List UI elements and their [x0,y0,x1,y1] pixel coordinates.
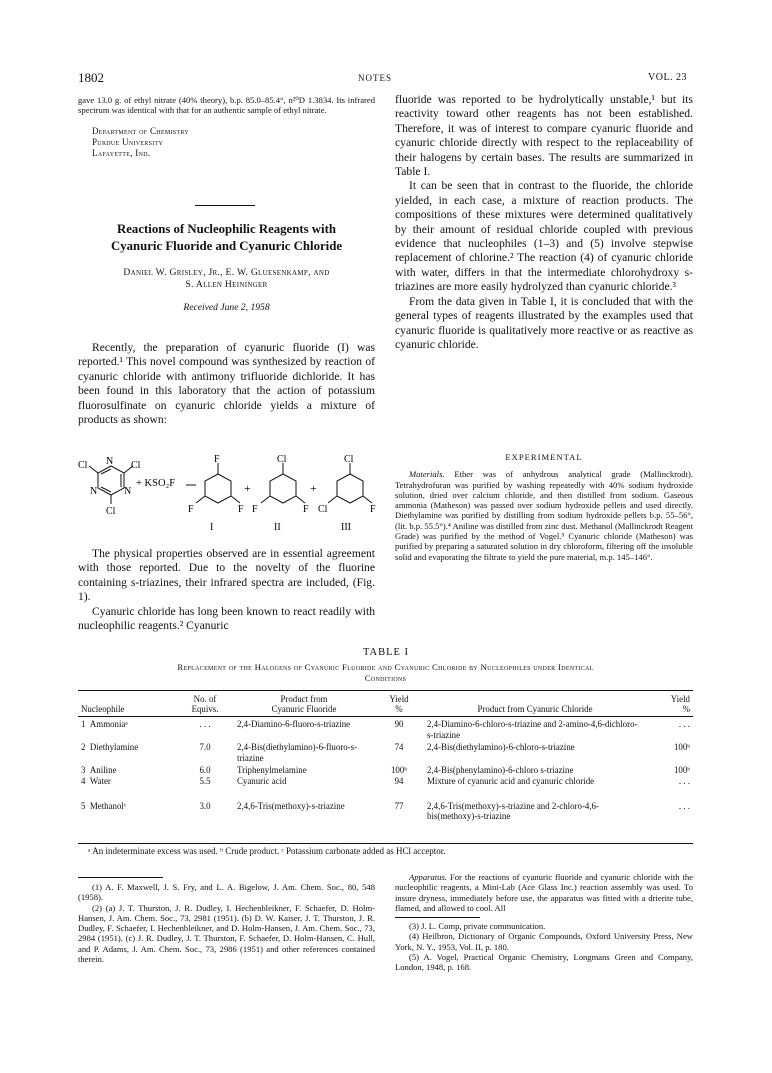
paragraph: The physical properties observed are in essential agreement with those reported. Due to the novelty of the fluorine containing s-triazines, their infrared spectra are included, (Fig. 1). [78,547,375,604]
reference-item: (5) A. Vogel, Practical Organic Chemistry, Longmans Green and Company, London, 1948, p. 168. [395,952,693,973]
table-cell: . . . [678,800,690,811]
column-header: Nucleophile [81,704,125,715]
footnote-rule [395,917,480,918]
table-cell: 2,4-Bis(phenylamino)-6-chloro s-triazine [427,765,574,776]
atom-label: F [188,504,194,515]
paragraph: Cyanuric chloride has long been known to react readily with nucleophilic reagents.² Cyanuric [78,604,375,633]
article-header [78,221,375,313]
paragraph: It can be seen that in contrast to the fluoride, the chloride yielded, in each case, a mixture of reaction products. The compositions of these mixtures were determined qualitatively by their amount of residual chloride coupled with previous evidence that nucleophiles (1–3) and (5) involve stepwise replacement of chlorine.² The reaction (4) of cyanuric chloride with water, differs in that the intermediate chlorohydroxy s-triazines are more easily hydrolyzed than cyanuric chloride.³ [395,179,693,294]
affiliation-line: Department of Chemistry [92,125,189,136]
apparatus-paragraph [395,872,693,913]
table-caption: TABLE I [362,647,410,658]
compound-label: I [210,522,214,533]
atom-label: N [124,486,132,497]
table-cell: Cyanuric acid [237,775,287,786]
section-name: NOTES [358,73,392,83]
table-bottom-rule [78,843,693,844]
table-cell: 74 [394,742,404,753]
materials-label: Materials. [409,469,445,480]
reference-item: (1) A. F. Maxwell, J. S. Fry, and L. A. Bigelow, J. Am. Chem. Soc., 80, 548 (1958). [78,882,375,903]
table-row [78,776,693,801]
table-cell: 5 Methanolᶜ [81,800,127,811]
table-top-rule [78,690,693,691]
atom-label: N [106,456,114,467]
column-header: Product from Cyanuric Chloride [477,704,593,715]
paragraph: From the data given in Table I, it is concluded that with the general types of reagents illustrated by the examples used that cyanuric fluoride is qualitatively more reactive or as reactive as cyanuric chloride. [395,294,693,351]
apparatus-section [395,872,693,973]
table-cell: 2,4-Bis(diethylamino)-6-chloro-s-triazine [427,742,575,753]
atom-label: Cl [106,506,116,517]
table-cell: 2,4,6-Tris(methoxy)-s-triazine and 2-chloro-4,6-bis(methoxy)-s-triazine [427,800,599,821]
reference-item: (2) (a) J. T. Thurston, J. R. Dudley, I. Hechenbleikner, F. Schaefer, D. Holm-Hansen, J. Am. Chem. Soc., 73, 2981 (1951). (b) D. W. Kaiser, J. T. Thurston, J. R. Dudley, F. Schaefer, I. Hechenbleikner, and D. Holm-Hansen, J. Am. Chem. Soc., 73, 2984 (1951). (c) J. R. Dudley, J. T. Thurston, F. Schaefer, D. Holm-Hansen, C. Hull, and P. Adams, J. Am. Chem. Soc., 73, 2986 (1951) and other references contained therein. [78,902,375,965]
article-title-line: Reactions of Nucleophilic Reagents with [117,222,336,236]
atom-label: F [303,504,309,515]
table-cell: 3 Aniline [81,765,117,776]
table-cell: . . . [678,719,690,730]
intro-paragraph [78,341,375,427]
paragraph: Recently, the preparation of cyanuric fluoride (I) was reported.¹ This novel compound was synthesized by reaction of cyanuric chloride with antimony trifluoride dichloride. It has been found in this laboratory that the action of potassium fluorosulfinate on cyanuric chloride yields a mixture of products as shown: [78,341,375,427]
plus-sign: + [310,481,317,495]
page-number: 1802 [78,70,104,85]
table-row [78,765,693,775]
authors [78,267,375,291]
left-paragraphs [78,547,375,633]
compound-label: II [274,522,281,533]
right-column-text [395,93,693,352]
table-title-line: Replacement of the Halogens of Cyanuric Fluoride and Cyanuric Chloride by Nucleophiles under Identical [177,662,594,672]
table-cell: 7.0 [199,742,211,753]
table-title-line: Conditions [364,673,407,683]
table-cell: 100ᵇ [673,765,690,776]
column-header: Yield % [389,694,409,715]
data-table [78,694,693,821]
table-cell: 2 Diethylamine [81,742,139,753]
table-cell: 4 Water [81,775,111,786]
column-header: Yield % [670,694,690,715]
product-ring-2 [261,463,305,503]
reagent-label: + KSO₂F [136,478,176,489]
affiliation-line: Lafayette, Ind. [92,147,151,158]
table-title [78,662,693,684]
plus-sign: + [244,481,251,495]
table-header [78,694,693,719]
references-left [78,882,375,964]
atom-label: F [252,504,258,515]
reference-item: (4) Heilbron, Dictionary of Organic Compounds, Oxford University Press, New York, N. Y., 1953, Vol. II, p. 180. [395,931,693,952]
column-header: No. of Equivs. [191,694,219,715]
compound-label: III [341,522,351,533]
table-row [78,801,693,821]
atom-label: Cl [78,460,88,471]
atom-label: F [214,454,220,465]
table-row [78,742,693,765]
column-header: Product from Cyanuric Fluoride [271,694,337,715]
table-cell: 94 [394,775,404,786]
product-ring-3 [328,463,372,503]
table-cell: . . . [199,719,211,730]
previous-article-text: gave 13.0 g. of ethyl nitrate (40% theory), b.p. 85.0–85.4°, n²⁰D 1.3834. Its infrared spectrum was identical with that for an authentic sample of ethyl nitrate. [78,95,375,116]
section-heading: EXPERIMENTAL [505,452,583,462]
materials-paragraph [395,469,693,562]
apparatus-label: Apparatus. [409,872,447,882]
table-cell: Triphenylmelamine [237,765,307,776]
table-cell: . . . [678,775,690,786]
volume-label: VOL. 23 [648,72,688,83]
table-cell: 5.5 [199,775,211,786]
cyanuric-chloride-ring [89,466,133,504]
table-cell: 100ᵇ [673,742,690,753]
table-cell: 6.0 [199,765,211,776]
reference-item: (3) J. L. Comp, private communication. [409,921,546,932]
product-ring-1 [186,463,240,503]
apparatus-text: For the reactions of cyanuric fluoride and cyanuric chloride with the nucleophilic reagents, a Mini-Lab (Ace Glass Inc.) reaction assembly was used. To insure dryness, immediately before use, the apparatus was fitted with a drierite tube, flamed, and allowed to cool. All [395,872,694,913]
materials-text: Ether was of anhydrous analytical grade (Mallinckrodt). Tetrahydrofuran was purified by washing repeatedly with 40% sodium hydroxide solution, dried over calcium chloride, and then distilled from sodium. Gaseous ammonia (Matheson) was passed over sodium hydroxide pellets and used directly. Diethylamine was purified by distilling from sodium hydroxide pellets b.p. 55–56°, (lit. b.p. 55.5°).⁴ Aniline was distilled from zinc dust. Methanol (Mallinckrodt Reagent Grade) was purified by the method of Vogel.⁵ Cyanuric chloride (Matheson) was purified by preparing a saturated solution in dry chloroform, filtering off the insoluble solid and evaporating the filtrate to yield the pure material, m.p. 145–146°. [395,469,693,562]
table-row [78,719,693,742]
reaction-scheme [78,452,378,544]
table-container [78,694,693,821]
table-cell: 2,4-Diamino-6-chloro-s-triazine and 2-amino-4,6-dichloro-s-triazine [427,719,638,740]
table-cell: 90 [394,719,404,730]
table-cell: 3.0 [199,800,211,811]
paragraph: fluoride was reported to be hydrolytically unstable,¹ but its reactivity toward other reagents has not been established. Therefore, it was of interest to compare cyanuric fluoride and cyanuric chloride directly with respect to the replaceability of their halogens by certain bases. The results are summarized in Table I. [395,93,693,179]
article-title-line: Cyanuric Fluoride and Cyanuric Chloride [110,239,343,253]
footnote-rule [78,877,163,878]
atom-label: N [90,486,98,497]
atom-label: F [238,504,244,515]
table-cell: Mixture of cyanuric acid and cyanuric chloride [427,775,595,786]
affiliation [92,126,375,159]
atom-label: Cl [131,460,141,471]
table-cell: 2,4,6-Tris(methoxy)-s-triazine [237,800,345,811]
table-cell: 77 [394,800,404,811]
table-body [78,719,693,821]
table-footnote: ᵃ An indeterminate excess was used. ᵇ Crude product. ᶜ Potassium carbonate added as HCl acceptor. [88,846,446,856]
received-date: Received June 2, 1958 [183,302,270,313]
atom-label: Cl [344,454,354,465]
experimental-section [395,452,693,562]
authors-line: Daniel W. Grisley, Jr., E. W. Gluesenkamp, and [123,267,330,278]
previous-article-end [78,95,375,159]
table-cell: 2,4-Diamino-6-fluoro-s-triazine [237,719,351,730]
atom-label: F [370,504,376,515]
table-cell: 1 Ammoniaᵃ [81,719,128,730]
atom-label: Cl [318,504,328,515]
separator-rule [195,205,255,206]
table-cell: 2,4-Bis(diethylamino)-6-fluoro-s-triazine [237,742,358,763]
atom-label: Cl [277,454,287,465]
table-cell: 100ᵇ [390,765,408,776]
authors-line: S. Allen Heininger [185,279,268,290]
affiliation-line: Purdue University [92,136,164,147]
